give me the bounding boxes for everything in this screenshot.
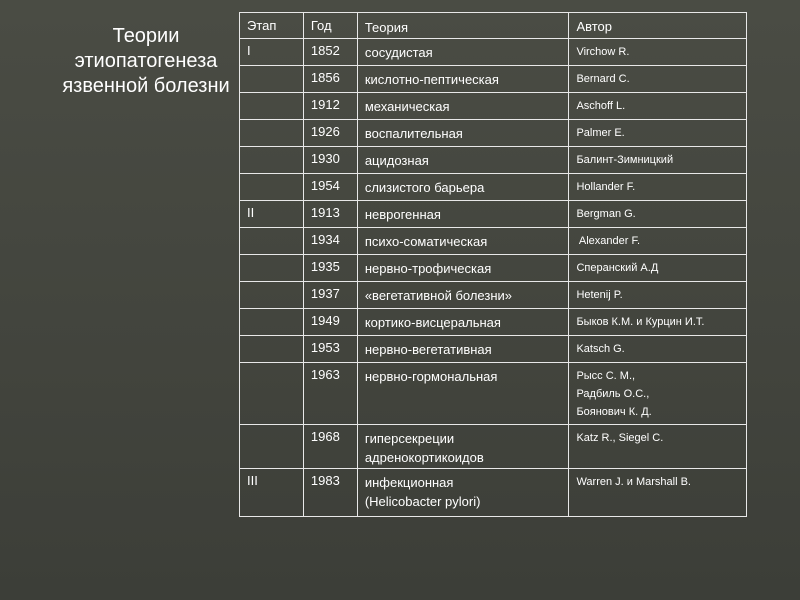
theory-text: воспалительная xyxy=(364,126,463,141)
table-row xyxy=(240,255,747,282)
author-text: Балинт-Зимницкий xyxy=(576,154,674,166)
stage-cell: III xyxy=(240,469,304,517)
year-cell: 1968 xyxy=(303,425,357,469)
year-cell: 1934 xyxy=(303,228,357,255)
table-row xyxy=(240,39,747,66)
author-text: Hollander F. xyxy=(576,181,636,193)
slide-title xyxy=(56,24,236,99)
theory-text: кортико-висцеральная xyxy=(364,315,501,330)
stage-cell xyxy=(240,309,304,336)
year-cell: 1913 xyxy=(303,201,357,228)
title-line: Теории xyxy=(112,25,180,47)
year-cell: 1953 xyxy=(303,336,357,363)
author-cell xyxy=(569,425,747,469)
author-cell xyxy=(569,120,747,147)
table-header-row xyxy=(240,13,747,39)
author-cell xyxy=(569,228,747,255)
author-cell xyxy=(569,309,747,336)
author-cell xyxy=(569,469,747,517)
author-text: Bernard C. xyxy=(576,73,630,85)
stage-cell xyxy=(240,425,304,469)
stage-cell xyxy=(240,93,304,120)
author-cell xyxy=(569,93,747,120)
theory-cell xyxy=(357,201,569,228)
year-cell: 1949 xyxy=(303,309,357,336)
author-cell xyxy=(569,201,747,228)
table-row xyxy=(240,363,747,425)
author-cell xyxy=(569,147,747,174)
theory-text: инфекционная xyxy=(364,475,454,490)
author-text: Hetenij P. xyxy=(576,289,623,301)
theory-cell xyxy=(357,309,569,336)
author-text: Боянович К. Д. xyxy=(576,406,652,418)
author-text: Katsch G. xyxy=(576,343,625,355)
theory-cell xyxy=(357,174,569,201)
header-theory: Теория xyxy=(357,13,569,39)
table-row xyxy=(240,228,747,255)
table-row xyxy=(240,425,747,469)
table-row xyxy=(240,66,747,93)
theory-cell xyxy=(357,147,569,174)
table-row xyxy=(240,469,747,517)
stage-cell xyxy=(240,174,304,201)
year-cell: 1912 xyxy=(303,93,357,120)
stage-cell: I xyxy=(240,39,304,66)
table-row xyxy=(240,93,747,120)
stage-cell: II xyxy=(240,201,304,228)
title-line: язвенной болезни xyxy=(62,75,230,97)
theory-text: сосудистая xyxy=(364,45,433,60)
year-cell: 1954 xyxy=(303,174,357,201)
author-text: Быков К.М. и Курцин И.Т. xyxy=(576,316,705,328)
author-text: Радбиль О.С., xyxy=(576,388,650,400)
author-cell xyxy=(569,255,747,282)
theory-text: нервно-вегетативная xyxy=(364,342,492,357)
stage-cell xyxy=(240,228,304,255)
theory-cell xyxy=(357,425,569,469)
author-cell xyxy=(569,174,747,201)
theory-text: нервно-гормональная xyxy=(364,369,498,384)
stage-cell xyxy=(240,66,304,93)
table-row xyxy=(240,120,747,147)
author-text: Bergman G. xyxy=(576,208,636,220)
theory-cell xyxy=(357,39,569,66)
theory-cell xyxy=(357,228,569,255)
theory-cell xyxy=(357,66,569,93)
year-cell: 1935 xyxy=(303,255,357,282)
theories-table xyxy=(239,12,747,517)
stage-cell xyxy=(240,255,304,282)
author-text: Alexander F. xyxy=(576,235,641,247)
stage-cell xyxy=(240,147,304,174)
author-cell xyxy=(569,282,747,309)
author-text: Katz R., Siegel C. xyxy=(576,432,664,444)
author-text: Рысс С. М., xyxy=(576,370,636,382)
table-row xyxy=(240,201,747,228)
year-cell: 1856 xyxy=(303,66,357,93)
year-cell: 1926 xyxy=(303,120,357,147)
theory-text: адренокортикоидов xyxy=(364,450,484,465)
table-row xyxy=(240,174,747,201)
stage-cell xyxy=(240,282,304,309)
author-cell xyxy=(569,66,747,93)
theory-cell xyxy=(357,93,569,120)
author-text: Aschoff L. xyxy=(576,100,626,112)
theory-cell xyxy=(357,363,569,425)
author-text: Warren J. и Marshall B. xyxy=(576,476,691,488)
theory-cell xyxy=(357,282,569,309)
theory-cell xyxy=(357,120,569,147)
header-stage: Этап xyxy=(240,13,304,39)
stage-cell xyxy=(240,120,304,147)
theory-text: гиперсекреции xyxy=(364,431,455,446)
theory-cell xyxy=(357,336,569,363)
stage-cell xyxy=(240,363,304,425)
stage-cell xyxy=(240,336,304,363)
author-cell xyxy=(569,336,747,363)
theory-text: «вегетативной болезни» xyxy=(364,288,513,303)
theory-text: нервно-трофическая xyxy=(364,261,492,276)
year-cell: 1983 xyxy=(303,469,357,517)
header-author: Автор xyxy=(569,13,747,39)
theory-text: ацидозная xyxy=(364,153,429,168)
author-cell xyxy=(569,39,747,66)
title-line: этиопатогенеза xyxy=(74,50,218,72)
author-text: Palmer E. xyxy=(576,127,625,139)
header-year: Год xyxy=(303,13,357,39)
theory-text: кислотно-пептическая xyxy=(364,72,499,87)
theory-cell xyxy=(357,469,569,517)
year-cell: 1930 xyxy=(303,147,357,174)
year-cell: 1963 xyxy=(303,363,357,425)
theory-text: неврогенная xyxy=(364,207,441,222)
theory-text: психо-соматическая xyxy=(364,234,488,249)
year-cell: 1852 xyxy=(303,39,357,66)
theory-text: слизистого барьера xyxy=(364,180,485,195)
year-cell: 1937 xyxy=(303,282,357,309)
theory-text: (Helicobacter pylori) xyxy=(364,494,481,509)
table-row xyxy=(240,309,747,336)
author-text: Virchow R. xyxy=(576,46,630,58)
theory-text: механическая xyxy=(364,99,450,114)
author-text: Сперанский А.Д xyxy=(576,262,659,274)
table-row xyxy=(240,147,747,174)
theory-cell xyxy=(357,255,569,282)
table-row xyxy=(240,336,747,363)
table-row xyxy=(240,282,747,309)
author-cell xyxy=(569,363,747,425)
